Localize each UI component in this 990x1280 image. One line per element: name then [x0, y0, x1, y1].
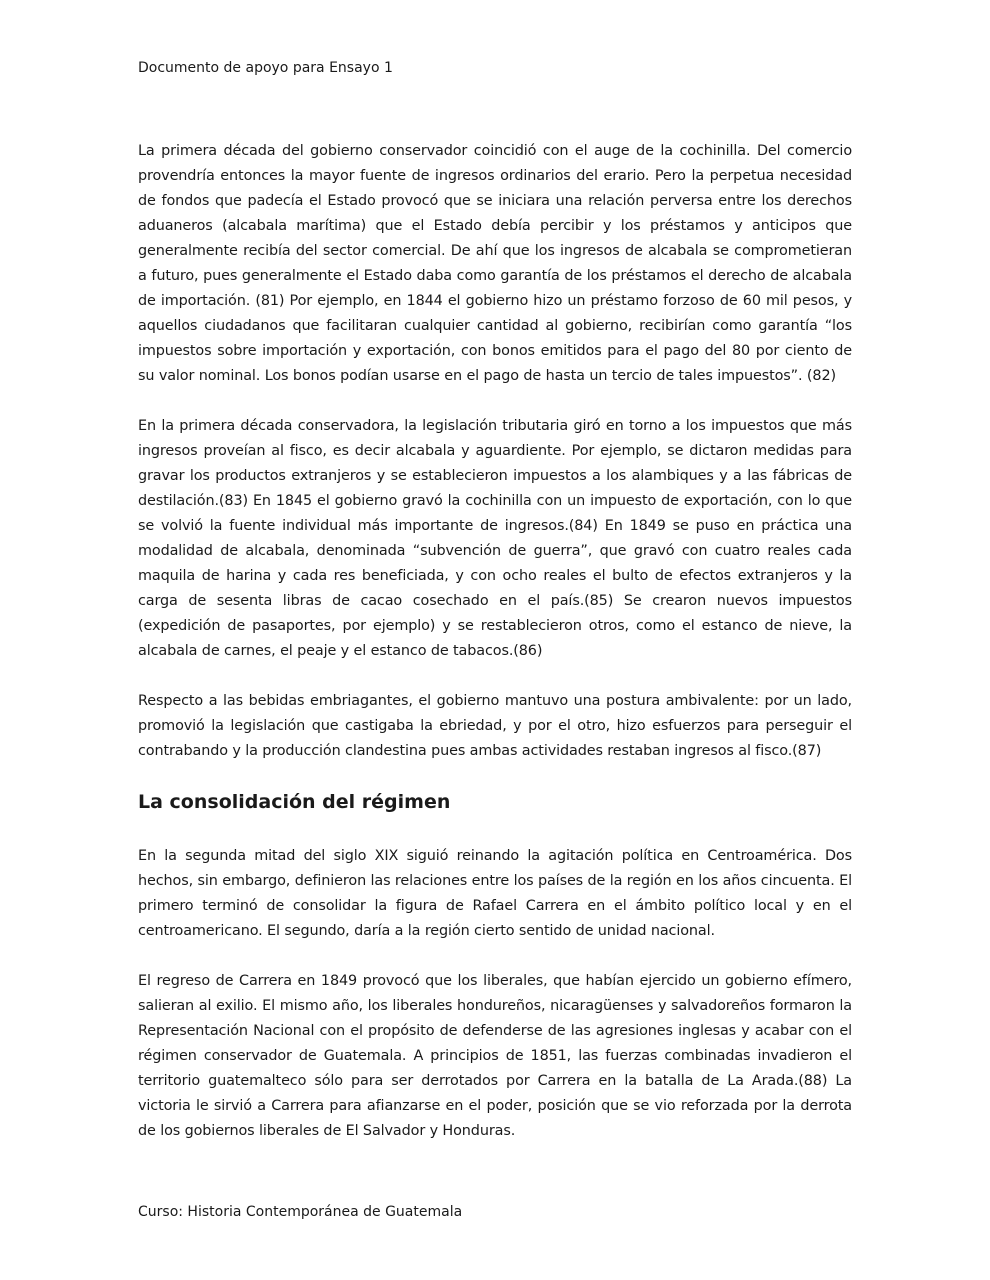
paragraph-regreso-carrera: El regreso de Carrera en 1849 provocó que los liberales, que habían ejercido un gobierno efímero, salieran al exilio. El mismo año, los liberales hondureños, nicaragüenses y salvadoreños formaron la Representación Nacional con el propósito de defenderse de las agresiones inglesas y acabar con el régimen conservador de Guatemala. A principios de 1851, las fuerzas combinadas invadieron el territorio guatemalteco sólo para ser derrotados por Carrera en la batalla de La Arada.(88) La victoria le sirvió a Carrera para afianzarse en el poder, posición que se vio reforzada por la derrota de los gobiernos liberales de El Salvador y Honduras.	[138, 973, 852, 1139]
section-heading: La consolidación del régimen	[138, 791, 451, 813]
paragraph-alcabala-prestamos: La primera década del gobierno conservador coincidió con el auge de la cochinilla. Del comercio provendría entonces la mayor fuente de ingresos ordinarios del erario. Pero la perpetua necesidad de fondos que padecía el Estado provocó que se iniciara una relación perversa entre los derechos aduaneros (alcabala marítima) que el Estado debía percibir y los préstamos y anticipos que generalmente recibía del sector comercial. De ahí que los ingresos de alcabala se comprometieran a futuro, pues generalmente el Estado daba como garantía de los préstamos el derecho de alcabala de importación. (81) Por ejemplo, en 1844 el gobierno hizo un préstamo forzoso de 60 mil pesos, y aquellos ciudadanos que facilitaran cualquier cantidad al gobierno, recibirían como garantía “los impuestos sobre importación y exportación, con bonos emitidos para el pago del 80 por ciento de su valor nominal. Los bonos podían usarse en el pago de hasta un tercio de tales impuestos”. (82)	[138, 143, 852, 384]
page-header: Documento de apoyo para Ensayo 1	[138, 60, 393, 76]
page-footer: Curso: Historia Contemporánea de Guatemala	[138, 1204, 463, 1220]
document-body	[138, 139, 852, 1144]
paragraph-bebidas-embriagantes: Respecto a las bebidas embriagantes, el gobierno mantuvo una postura ambivalente: por un lado, promovió la legislación que castigaba la ebriedad, y por el otro, hizo esfuerzos para perseguir el contrabando y la producción clandestina pues ambas actividades restaban ingresos al fisco.(87)	[138, 693, 852, 759]
paragraph-legislacion-tributaria: En la primera década conservadora, la legislación tributaria giró en torno a los impuestos que más ingresos proveían al fisco, es decir alcabala y aguardiente. Por ejemplo, se dictaron medidas para gravar los productos extranjeros y se establecieron impuestos a los alambiques y a las fábricas de destilación.(83) En 1845 el gobierno gravó la cochinilla con un impuesto de exportación, con lo que se volvió la fuente individual más importante de ingresos.(84) En 1849 se puso en práctica una modalidad de alcabala, denominada “subvención de guerra”, que gravó con cuatro reales cada maquila de harina y cada res beneficiada, y con ocho reales el bulto de efectos extranjeros y la carga de sesenta libras de cacao cosechado en el país.(85) Se crearon nuevos impuestos (expedición de pasaportes, por ejemplo) y se restablecieron otros, como el estanco de nieve, la alcabala de carnes, el peaje y el estanco de tabacos.(86)	[138, 418, 852, 659]
paragraph-segunda-mitad-siglo: En la segunda mitad del siglo XIX siguió reinando la agitación política en Centroamérica. Dos hechos, sin embargo, definieron las relaciones entre los países de la región en los años cincuenta. El primero terminó de consolidar la figura de Rafael Carrera en el ámbito político local y en el centroamericano. El segundo, daría a la región cierto sentido de unidad nacional.	[138, 848, 852, 939]
